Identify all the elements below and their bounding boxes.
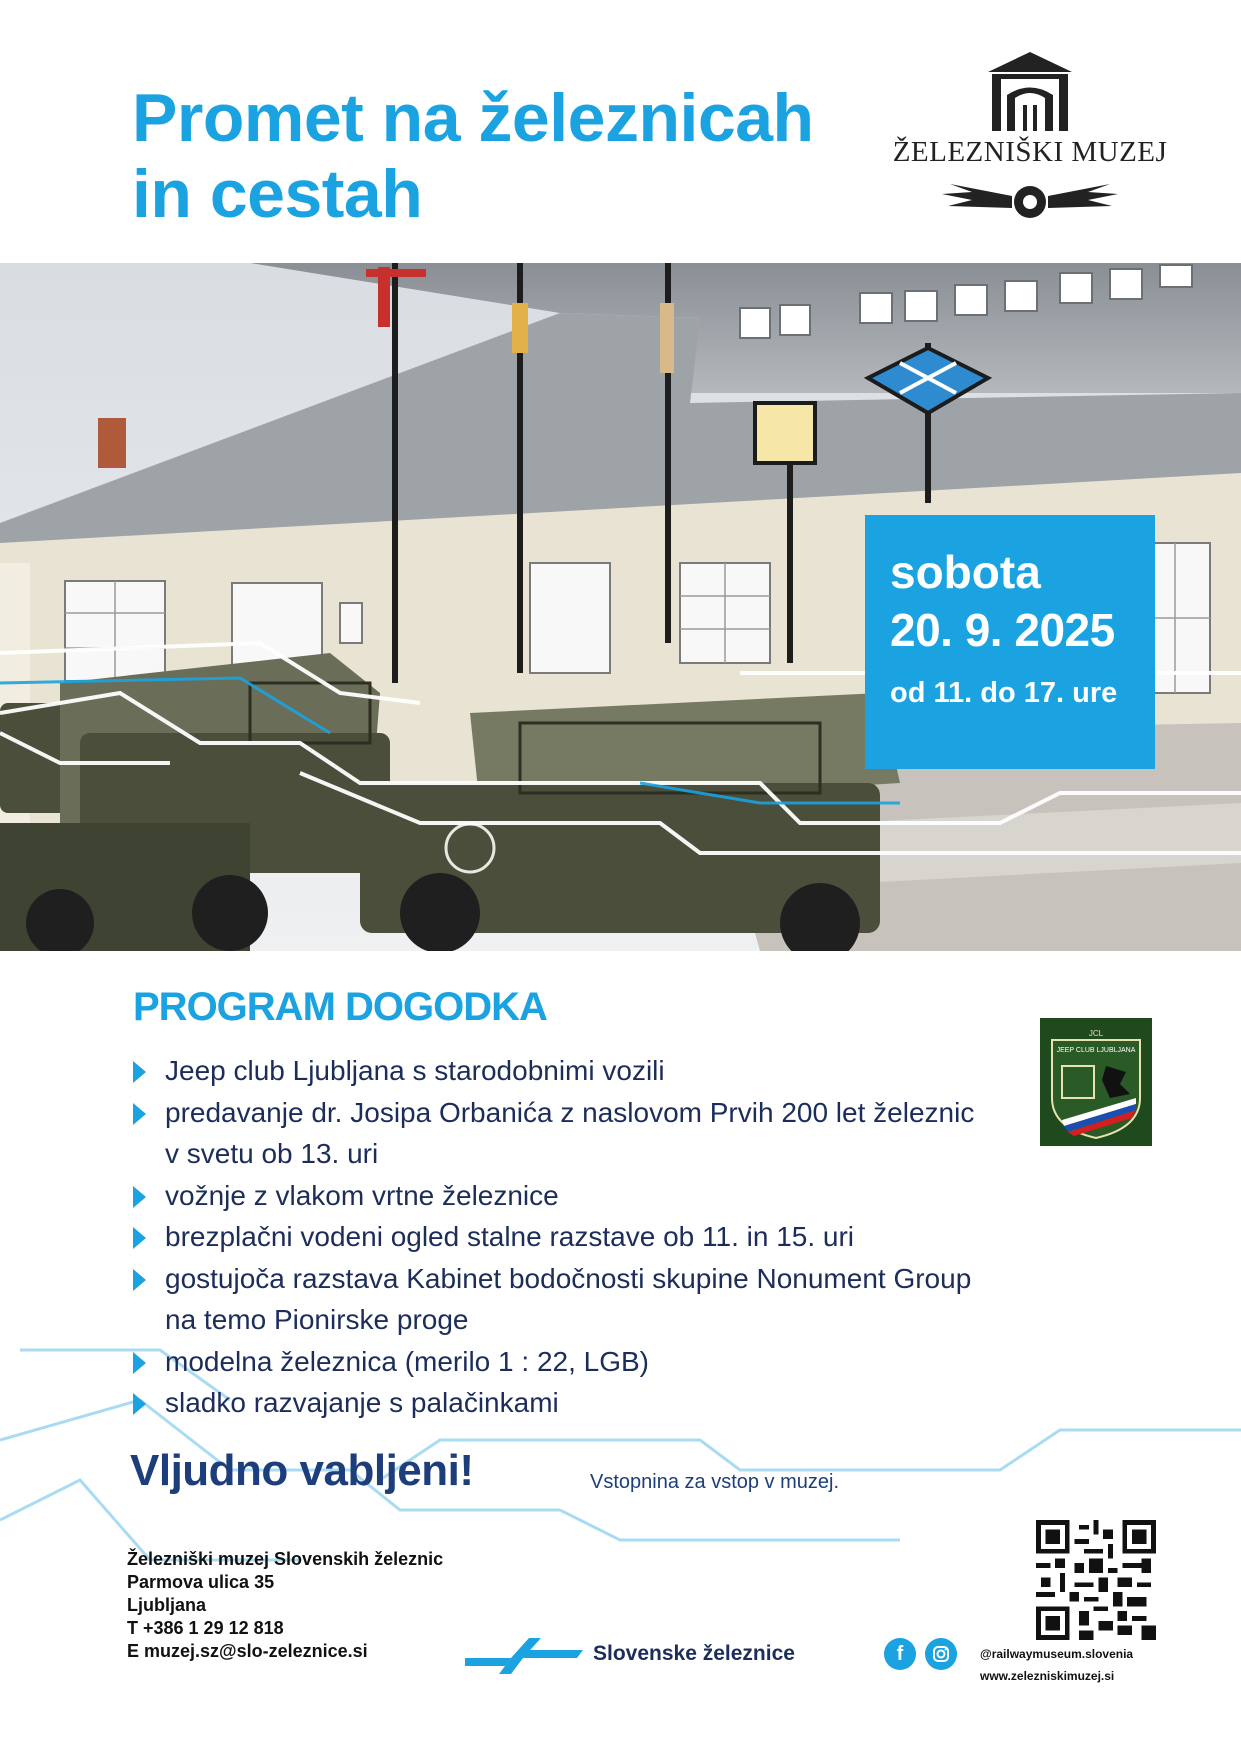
program-item-text: vožnje z vlakom vrtne železnice [165,1179,559,1211]
program-item [133,1382,1033,1424]
program-item-text: Jeep club Ljubljana s starodobnimi vozili [165,1055,665,1086]
bullet-arrow-icon [133,1103,146,1125]
bullet-arrow-icon [133,1393,146,1415]
bullet-arrow-icon [133,1269,146,1291]
program-item [133,1050,1033,1092]
program-list [133,1050,1033,1424]
event-day: sobota [890,546,1041,598]
invitation-text: Vljudno vabljeni! [130,1446,474,1495]
program-item [133,1341,1033,1383]
event-date: 20. 9. 2025 [890,604,1115,656]
program-item-text: modelna železnica (merilo 1 : 22, LGB) [165,1345,649,1377]
program-item-text: gostujoča razstava Kabinet bodočnosti skupine Nonument Group [165,1262,972,1294]
bullet-arrow-icon [133,1061,146,1083]
program-item [133,1092,1033,1175]
program-item [133,1175,1033,1217]
title-line-2: in cestah [132,156,423,232]
phone: T +386 1 29 12 818 [127,1618,284,1638]
title-line-1: Promet na železnicah [132,80,814,156]
city: Ljubljana [127,1595,207,1615]
email[interactable]: E muzej.sz@slo-zeleznice.si [127,1641,368,1661]
street: Parmova ulica 35 [127,1572,275,1592]
program-item-text-cont: v svetu ob 13. uri [165,1138,379,1169]
program-item [133,1258,1033,1341]
program-item-text: predavanje dr. Josipa Orbanića z naslovom Prvih 200 let železnic [165,1096,975,1128]
winged-wheel-icon [942,184,1118,218]
website-link[interactable]: www.zelezniskimuzej.si [980,1669,1115,1683]
bullet-arrow-icon [133,1227,146,1249]
museum-name: ŽELEZNIŠKI MUZEJ [892,136,1168,168]
page-title [132,80,852,232]
bullet-arrow-icon [133,1186,146,1208]
instagram-icon[interactable] [925,1638,957,1670]
program-item-text-cont: na temo Pionirske proge [165,1304,469,1335]
badge-abbr: JCL [1088,1029,1104,1038]
event-time: od 11. do 17. ure [890,677,1118,709]
entry-fee-note: Vstopnina za vstop v muzej. [590,1471,840,1493]
program-item [133,1216,1033,1258]
event-date-box [865,515,1155,769]
facebook-icon[interactable]: f [884,1638,916,1670]
program-heading: PROGRAM DOGODKA [133,985,547,1029]
slovenske-zeleznice-logo [465,1632,583,1674]
badge-text: JEEP CLUB LJUBLJANA [1056,1047,1136,1054]
org-name: Železniški muzej Slovenskih železnic [127,1549,444,1569]
program-item-text: sladko razvajanje s palačinkami [165,1387,559,1418]
program-item-text: brezplačni vodeni ogled stalne razstave ob 11. in 15. uri [165,1221,855,1252]
bullet-arrow-icon [133,1352,146,1374]
jeep-club-badge [1040,1018,1152,1146]
social-handle[interactable]: @railwaymuseum.slovenia [980,1647,1134,1661]
partner-name: Slovenske železnice [593,1642,795,1665]
museum-address [127,1548,443,1663]
qr-code[interactable] [1036,1520,1156,1640]
